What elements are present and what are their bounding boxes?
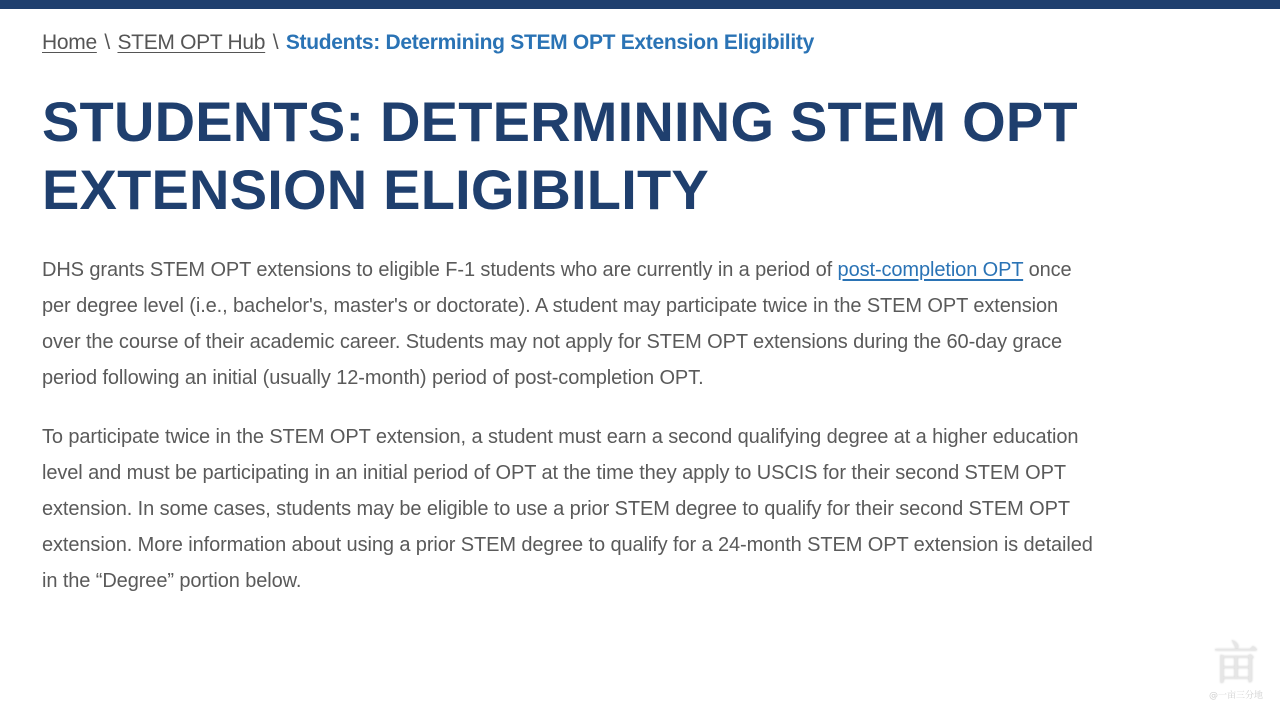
main-content [42,28,1102,599]
breadcrumb-home-link[interactable]: Home [42,31,97,54]
breadcrumb-separator: \ [272,31,279,54]
paragraph-text: DHS grants STEM OPT extensions to eligible F-1 students who are currently in a period of [42,259,838,281]
watermark [1200,636,1272,706]
second-extension-paragraph: To participate twice in the STEM OPT extension, a student must earn a second qualifying degree at a higher education level and must be participating in an initial period of OPT at the time they apply to USCIS for their second STEM OPT extension. In some cases, students may be eligible to use a prior STEM degree to qualify for their second STEM OPT extension. More information about using a prior STEM degree to qualify for a 24-month STEM OPT extension is detailed in the “Degree” portion below. [42,426,1093,592]
paragraph-text: once per degree level (i.e., bachelor's, master's or doctorate). A student may participate twice in the STEM OPT extension over the course of their academic career. Students may not apply for STEM OPT extensions during the 60-day grace period following an initial (usually 12-month) period of post-completion OPT. [42,259,1072,389]
watermark-text: @一亩三分地 [1208,691,1263,701]
breadcrumb-separator: \ [104,31,110,54]
breadcrumb [42,28,1102,58]
post-completion-opt-link[interactable]: post-completion OPT [837,259,1024,281]
breadcrumb-current-page: Students: Determining STEM OPT Extension Eligibility [285,31,814,54]
top-header-bar [0,0,1280,9]
intro-paragraph [42,252,1102,396]
watermark-logo-icon: 亩 [1213,636,1259,690]
page-title: STUDENTS: DETERMINING STEM OPT EXTENSION ELIGIBILITY [42,90,1078,221]
breadcrumb-stem-opt-hub-link[interactable]: STEM OPT Hub [117,31,266,54]
